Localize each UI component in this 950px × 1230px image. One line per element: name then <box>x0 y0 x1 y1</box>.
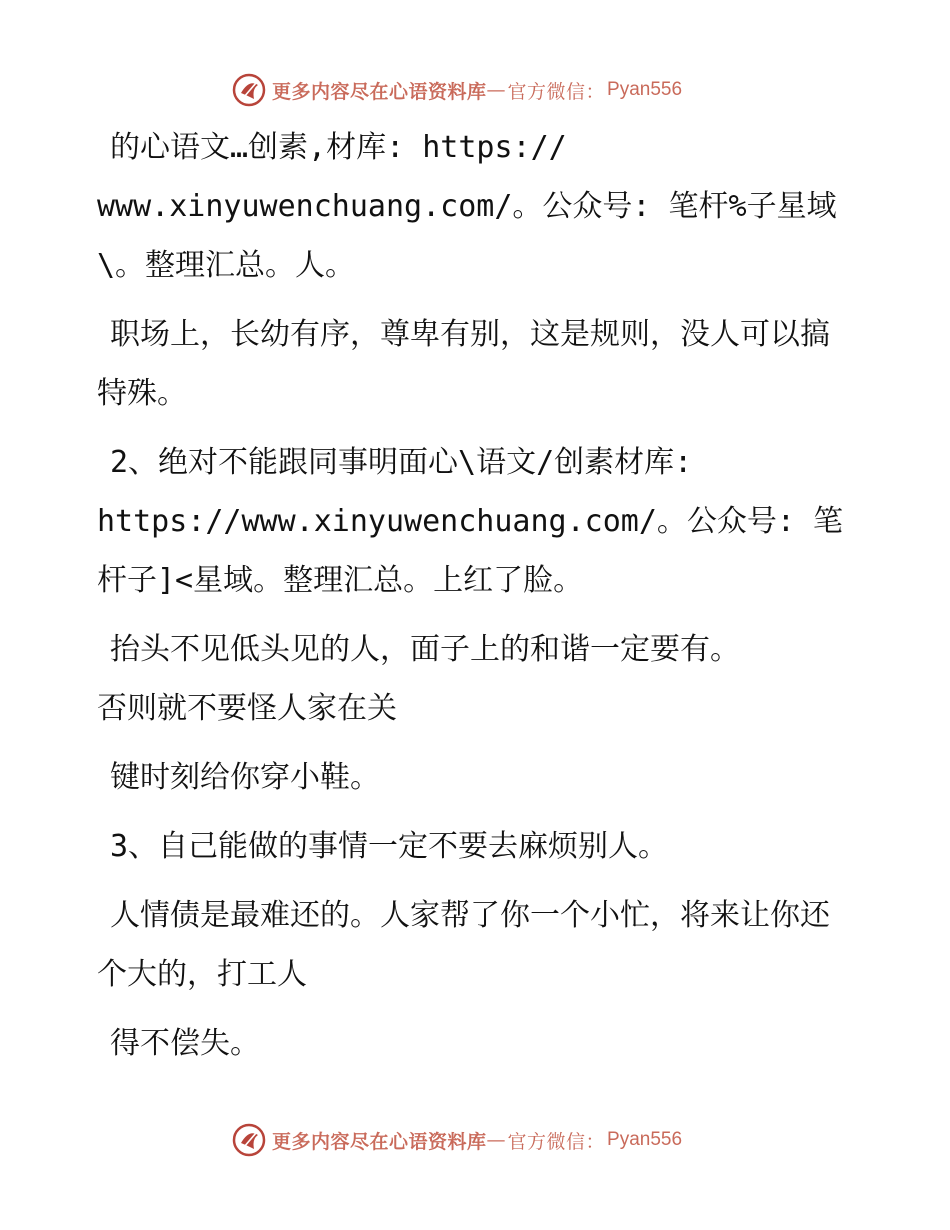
banner-main-text: 更多内容尽在心语资料库 <box>272 1130 487 1153</box>
banner-wechat-label: 官方微信： <box>507 80 606 103</box>
paragraph-8: 得不偿失。 <box>110 1026 260 1061</box>
banner-main-text: 更多内容尽在心语资料库 <box>272 80 487 103</box>
banner-wechat-label: 官方微信： <box>507 1130 606 1153</box>
footer-watermark-banner <box>232 1120 752 1160</box>
seal-logo-icon <box>232 73 266 107</box>
paragraph-5: 键时刻给你穿小鞋。 <box>110 760 380 795</box>
header-watermark-banner <box>232 70 752 110</box>
paragraph-1: 的心语文…创素,材库: https:// www.xinyuwenchuang.com/。公众号: 笔杆%子星域\。整理汇总。人。 <box>97 130 837 283</box>
banner-wechat-id: Pyan556 <box>607 79 683 100</box>
banner-wechat-id: Pyan556 <box>607 1129 683 1150</box>
paragraph-4: 抬头不见低头见的人，面子上的和谐一定要有。 否则就不要怪人家在关 <box>97 632 740 726</box>
banner-dash: — <box>486 79 506 101</box>
seal-logo-icon <box>232 1123 266 1157</box>
paragraph-3: 2、绝对不能跟同事明面心\语文/创素材库: https://www.xinyuwenchuang.com/。公众号: 笔杆子]<星域。整理汇总。上红了脸。 <box>97 445 844 598</box>
document-body <box>97 118 857 1083</box>
banner-dash: — <box>486 1129 506 1151</box>
paragraph-6: 3、自己能做的事情一定不要去麻烦别人。 <box>110 829 669 864</box>
paragraph-7: 人情债是最难还的。人家帮了你一个小忙，将来让你还个大的，打工人 <box>97 898 830 992</box>
paragraph-2: 职场上，长幼有序，尊卑有别，这是规则，没人可以搞特殊。 <box>97 317 830 411</box>
